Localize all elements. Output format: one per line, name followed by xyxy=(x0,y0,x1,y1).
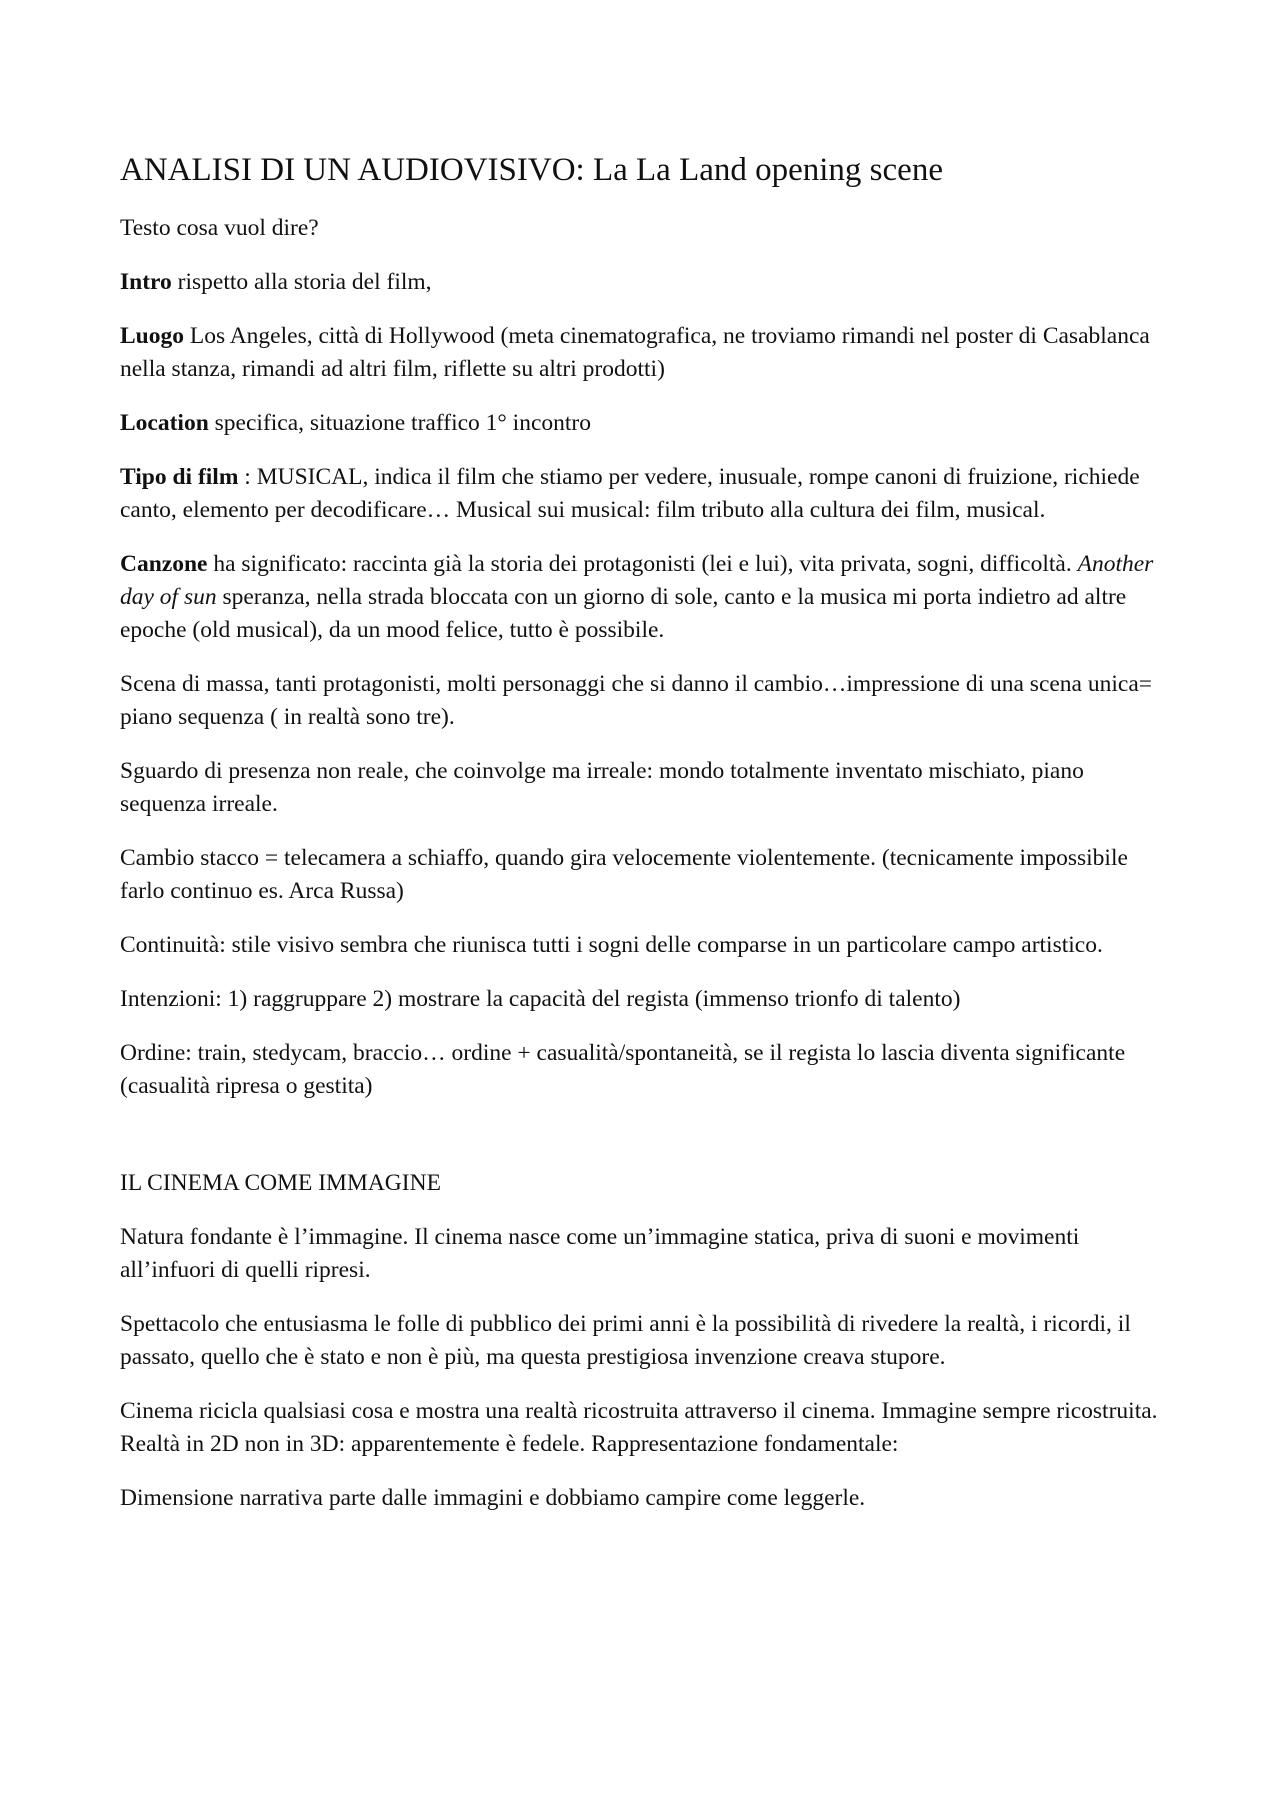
text-location: specifica, situazione traffico 1° incontro xyxy=(208,410,591,436)
paragraph-tipo-di-film xyxy=(120,461,1160,527)
text-tipo-di-film: : MUSICAL, indica il film che stiamo per vedere, inusuale, rompe canoni di fruizione, richiede canto, elemento per decodificare… Musical sui musical: film tributo alla cultura dei film, musical. xyxy=(120,464,1140,523)
paragraph-scena: Scena di massa, tanti protagonisti, molti personaggi che si danno il cambio…impressione di una scena unica= piano sequenza ( in realtà sono tre). xyxy=(120,671,1153,730)
label-intro: Intro xyxy=(120,269,172,295)
paragraph-location xyxy=(120,407,1160,440)
song-title: Another day of sun xyxy=(120,551,1154,610)
text-canzone-after: speranza, nella strada bloccata con un giorno di sole, canto e la musica mi porta indietro ad altre epoche (old musical), da un mood felice, tutto è possibile. xyxy=(120,584,1127,643)
text-canzone-before: ha significato: raccinta già la storia dei protagonisti (lei e lui), vita privata, sogni, difficoltà. xyxy=(207,551,1078,577)
paragraph-intro xyxy=(120,266,1160,299)
paragraph-canzone xyxy=(120,548,1160,647)
document-page xyxy=(120,148,1160,1536)
paragraph-testo: Testo cosa vuol dire? xyxy=(120,215,319,241)
section-title: IL CINEMA COME IMMAGINE xyxy=(120,1170,441,1196)
paragraph-ricicla: Cinema ricicla qualsiasi cosa e mostra una realtà ricostruita attraverso il cinema. Immagine sempre ricostruita. Realtà in 2D non in 3D: apparentemente è fedele. Rappresentazione fondamentale: xyxy=(120,1398,1158,1457)
label-location: Location xyxy=(120,410,209,436)
label-luogo: Luogo xyxy=(120,323,184,349)
paragraph-luogo xyxy=(120,320,1160,386)
paragraph-natura: Natura fondante è l’immagine. Il cinema nasce come un’immagine statica, priva di suoni e movimenti all’infuori di quelli ripresi. xyxy=(120,1224,1080,1283)
paragraph-spettacolo: Spettacolo che entusiasma le folle di pubblico dei primi anni è la possibilità di rivedere la realtà, i ricordi, il passato, quello che è stato e non è più, ma questa prestigiosa invenzione creava stupore. xyxy=(120,1311,1131,1370)
paragraph-dimensione: Dimensione narrativa parte dalle immagini e dobbiamo campire come leggerle. xyxy=(120,1485,866,1511)
paragraph-cambio: Cambio stacco = telecamera a schiaffo, quando gira velocemente violentemente. (tecnicamente impossibile farlo continuo es. Arca Russa) xyxy=(120,845,1128,904)
paragraph-intenzioni: Intenzioni: 1) raggruppare 2) mostrare la capacità del regista (immenso trionfo di talento) xyxy=(120,986,961,1012)
paragraph-ordine: Ordine: train, stedycam, braccio… ordine + casualità/spontaneità, se il regista lo lascia diventa significante (casualità ripresa o gestita) xyxy=(120,1040,1126,1099)
label-canzone: Canzone xyxy=(120,551,208,577)
paragraph-sguardo: Sguardo di presenza non reale, che coinvolge ma irreale: mondo totalmente inventato mischiato, piano sequenza irreale. xyxy=(120,758,1084,817)
label-tipo-di-film: Tipo di film xyxy=(120,464,239,490)
text-intro: rispetto alla storia del film, xyxy=(171,269,432,295)
text-luogo: Los Angeles, città di Hollywood (meta cinematografica, ne troviamo rimandi nel poster di Casablanca nella stanza, rimandi ad altri film, riflette su altri prodotti) xyxy=(120,323,1150,382)
document-title: ANALISI DI UN AUDIOVISIVO: La La Land opening scene xyxy=(120,152,943,188)
paragraph-continuita: Continuità: stile visivo sembra che riunisca tutti i sogni delle comparse in un particolare campo artistico. xyxy=(120,932,1103,958)
